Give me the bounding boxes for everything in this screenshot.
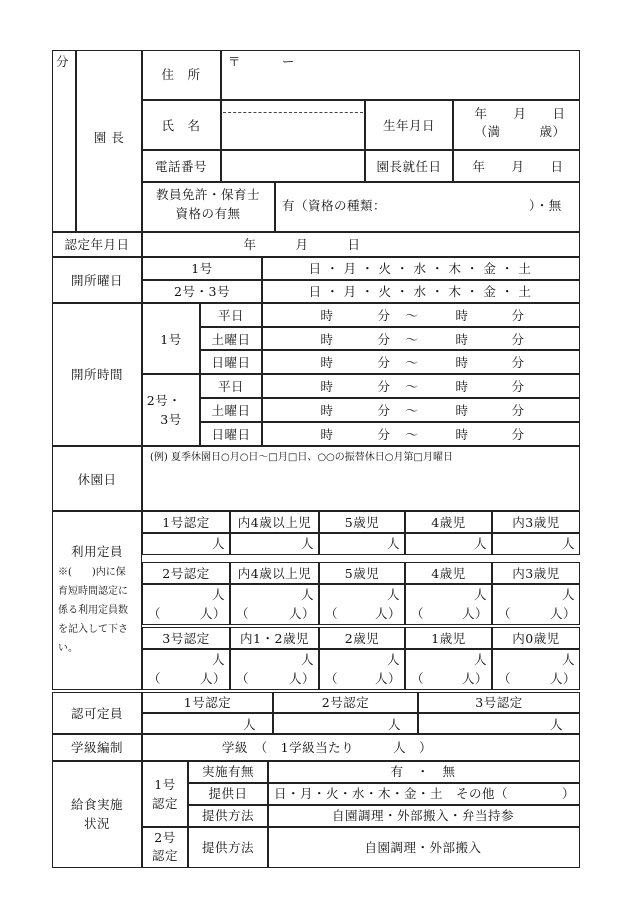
- riyo-header-label: 4歳児: [431, 566, 466, 581]
- time-range-tilde: ～: [405, 332, 419, 347]
- riyo-header-label: 2号認定: [162, 566, 210, 581]
- riyo-count-input[interactable]: [407, 585, 490, 624]
- person-unit: 人: [301, 587, 315, 602]
- bun-label: 分: [56, 54, 70, 69]
- seinen-value-1: 年 月 日: [474, 106, 566, 121]
- kaisho-jikan-g2a: 2号・: [146, 393, 182, 408]
- ninka-count-input[interactable]: [144, 714, 271, 733]
- kaisho-jikan-time-cell: [262, 327, 580, 350]
- time-range-tilde: ～: [405, 427, 419, 442]
- kaisho-jikan-time-cell: [262, 422, 580, 446]
- paren-open: （: [411, 606, 425, 621]
- hour-unit: 時: [320, 379, 334, 394]
- paren-close-unit: 人）: [289, 671, 316, 686]
- ninka-count-input[interactable]: [275, 714, 416, 733]
- gakkyu-label: 学級編制: [70, 740, 124, 755]
- kyushoku-g1-cell: [142, 761, 188, 827]
- kyushoku-teikyobi-label: 提供日: [208, 786, 248, 801]
- paren-open: （: [411, 671, 425, 686]
- seinen-value-2: （満 歳）: [474, 124, 566, 139]
- hour-unit: 時: [320, 308, 334, 323]
- kaisho-jikan-g1: 1号: [160, 332, 182, 347]
- minute-unit: 分: [511, 308, 525, 323]
- paren-open: （: [236, 606, 250, 621]
- riyo-note-line: ※( )内に保: [58, 567, 126, 578]
- paren-close-unit: 人）: [550, 606, 577, 621]
- riyo-header-label: 5歳児: [344, 566, 380, 581]
- kyushoku-hoho2-label: 提供方法: [201, 840, 255, 855]
- riyo-label-cell: [52, 511, 142, 690]
- kaisho-jikan-label: 開所時間: [70, 367, 124, 382]
- paren-open: （: [498, 606, 512, 621]
- person-unit: 人: [474, 652, 488, 667]
- kaisho-jikan-g2-cell: [142, 374, 200, 446]
- minute-unit: 分: [511, 332, 525, 347]
- hour-unit: 時: [455, 308, 469, 323]
- riyo-count-input[interactable]: [407, 534, 490, 554]
- address-input[interactable]: [222, 52, 578, 98]
- kyushoku-label-1: 給食実施: [70, 797, 124, 812]
- riyo-count-input[interactable]: [144, 585, 228, 624]
- menkyo-value: 有（資格の種類：: [282, 198, 387, 213]
- minute-unit: 分: [377, 379, 391, 394]
- minute-unit: 分: [377, 427, 391, 442]
- hour-unit: 時: [320, 332, 334, 347]
- paren-close-unit: 人）: [200, 671, 227, 686]
- person-unit: 人: [387, 652, 401, 667]
- paren-close-unit: 人）: [375, 606, 402, 621]
- menkyo-end: ）・無: [529, 198, 562, 213]
- shimei-label: 氏 名: [161, 118, 201, 133]
- person-unit: 人: [387, 536, 401, 551]
- person-unit: 人: [388, 717, 402, 732]
- paren-close-unit: 人）: [462, 606, 489, 621]
- hour-unit: 時: [455, 403, 469, 418]
- seinen-label: 生年月日: [382, 118, 436, 133]
- riyo-count-input[interactable]: [321, 650, 403, 689]
- postal-mark: 〒: [228, 54, 242, 69]
- shunin-value: 年 月 日: [472, 159, 564, 174]
- person-unit: 人: [562, 536, 576, 551]
- kaisho-jikan-day-label: 日曜日: [211, 355, 251, 370]
- menkyo-label-1: 教員免許・保育士: [155, 187, 261, 202]
- riyo-count-input[interactable]: [144, 650, 228, 689]
- minute-unit: 分: [511, 379, 525, 394]
- paren-close-unit: 人）: [462, 671, 489, 686]
- kyushoku-hoho2-value: 自園調理・外部搬入: [364, 840, 482, 855]
- person-unit: 人: [562, 587, 576, 602]
- dashed-divider: [223, 112, 363, 113]
- kaisho-jikan-time-cell: [262, 398, 580, 422]
- jusho-label: 住 所: [161, 67, 201, 82]
- hour-unit: 時: [320, 355, 334, 370]
- ninka-header-label: 3号認定: [475, 695, 523, 710]
- riyo-header-label: 内1・2歳児: [240, 631, 309, 646]
- hour-unit: 時: [455, 355, 469, 370]
- minute-unit: 分: [511, 403, 525, 418]
- riyo-count-input[interactable]: [321, 534, 403, 554]
- postal-dash: ー: [282, 54, 296, 69]
- kaisho-yobi-row2-days: 日 ・ 月 ・ 火 ・ 水 ・ 木 ・ 金 ・ 土: [308, 284, 532, 299]
- ninka-header-label: 2号認定: [321, 695, 370, 710]
- riyo-count-input[interactable]: [232, 534, 317, 554]
- kaisho-jikan-time-cell: [262, 374, 580, 398]
- minute-unit: 分: [511, 355, 525, 370]
- kyuen-example: (例) 夏季休園日○月○日～□月□日、○○の振替休日○月第□月曜日: [150, 452, 453, 463]
- menkyo-label-2: 資格の有無: [175, 206, 241, 221]
- person-unit: 人: [387, 587, 401, 602]
- kaisho-jikan-day-label: 平日: [217, 308, 245, 323]
- minute-unit: 分: [511, 427, 525, 442]
- shunin-label: 園長就任日: [376, 159, 442, 174]
- person-unit: 人: [474, 536, 488, 551]
- riyo-count-input[interactable]: [144, 534, 228, 554]
- time-range-tilde: ～: [405, 403, 419, 418]
- kyushoku-label-cell: [52, 761, 142, 868]
- kyushoku-g2-a: 2号: [154, 830, 176, 845]
- paren-close-unit: 人）: [200, 606, 227, 621]
- kaisho-jikan-day-label: 土曜日: [211, 332, 251, 347]
- riyo-header-label: 内4歳以上児: [237, 566, 312, 581]
- hour-unit: 時: [320, 427, 334, 442]
- kaisho-jikan-day-label: 平日: [217, 379, 245, 394]
- nintei-label: 認定年月日: [64, 237, 130, 252]
- riyo-note-line: 係る利用定員数: [58, 605, 128, 616]
- paren-close-unit: 人）: [289, 606, 316, 621]
- kyushoku-g1-b: 認定: [151, 796, 179, 811]
- bun-cell: [52, 50, 76, 232]
- riyo-count-input[interactable]: [494, 534, 578, 554]
- paren-open: （: [325, 671, 339, 686]
- ninka-header-label: 1号認定: [183, 695, 232, 710]
- ninka-count-input[interactable]: [420, 714, 578, 733]
- paren-close-unit: 人）: [375, 671, 402, 686]
- riyo-count-input[interactable]: [232, 585, 317, 624]
- phone-input[interactable]: [222, 151, 364, 181]
- kaisho-jikan-day-label: 日曜日: [211, 427, 251, 442]
- person-unit: 人: [243, 717, 257, 732]
- riyo-header-label: 内0歳児: [512, 631, 560, 646]
- person-unit: 人: [301, 652, 315, 667]
- riyo-label: 利用定員: [70, 544, 124, 559]
- ninka-label: 認可定員: [70, 706, 124, 721]
- person-unit: 人: [212, 587, 226, 602]
- riyo-header-label: 5歳児: [344, 515, 380, 530]
- riyo-count-input[interactable]: [494, 585, 578, 624]
- person-unit: 人: [474, 587, 488, 602]
- minute-unit: 分: [377, 332, 391, 347]
- kyushoku-jisshi-value: 有 ・ 無: [390, 764, 456, 779]
- hour-unit: 時: [455, 332, 469, 347]
- paren-open: （: [148, 671, 162, 686]
- kyushoku-g2-b: 認定: [151, 848, 179, 863]
- riyo-header-label: 4歳児: [431, 515, 466, 530]
- kaisho-yobi-label: 開所曜日: [70, 273, 124, 288]
- name-input[interactable]: [222, 114, 364, 149]
- riyo-count-input[interactable]: [494, 650, 578, 689]
- kaisho-yobi-row2-label: 2号・3号: [174, 284, 230, 299]
- riyo-note-line: い。: [58, 643, 78, 654]
- paren-open: （: [236, 671, 250, 686]
- kaisho-jikan-time-cell: [262, 350, 580, 374]
- kaisho-jikan-g2b: 3号: [160, 412, 182, 427]
- kyushoku-jisshi-label: 実施有無: [201, 764, 255, 779]
- riyo-header-label: 1歳児: [431, 631, 466, 646]
- kyushoku-hoho1-value: 自園調理・外部搬入・弁当持参: [331, 808, 515, 823]
- paren-open: （: [498, 671, 512, 686]
- kyushoku-hoho1-label: 提供方法: [201, 808, 255, 823]
- denwa-label: 電話番号: [154, 159, 208, 174]
- riyo-header-label: 1号認定: [162, 515, 210, 530]
- riyo-note-line: 育短時間認定に: [58, 586, 128, 597]
- person-unit: 人: [562, 652, 576, 667]
- riyo-note-line: を記入して下さ: [58, 624, 128, 635]
- nintei-value: 年 月 日: [243, 237, 361, 252]
- time-range-tilde: ～: [405, 355, 419, 370]
- riyo-header-label: 3号認定: [162, 631, 210, 646]
- riyo-header-label: 内3歳児: [512, 515, 560, 530]
- gakkyu-value: 学級 （ 1学級当たり 人 ）: [221, 740, 433, 755]
- kyushoku-label-2: 状況: [83, 816, 111, 831]
- hour-unit: 時: [455, 427, 469, 442]
- minute-unit: 分: [377, 403, 391, 418]
- hour-unit: 時: [320, 403, 334, 418]
- paren-open: （: [325, 606, 339, 621]
- paren-close-unit: 人）: [550, 671, 577, 686]
- kyuen-input[interactable]: [143, 465, 579, 510]
- kyuen-label: 休園日: [77, 472, 117, 487]
- kaisho-yobi-row1-days: 日 ・ 月 ・ 火 ・ 水 ・ 木 ・ 金 ・ 土: [308, 261, 532, 276]
- kaisho-jikan-time-cell: [262, 303, 580, 327]
- time-range-tilde: ～: [405, 379, 419, 394]
- riyo-header-label: 内4歳以上児: [237, 515, 312, 530]
- riyo-header-label: 2歳児: [344, 631, 380, 646]
- kaisho-jikan-day-label: 土曜日: [211, 403, 251, 418]
- person-unit: 人: [212, 652, 226, 667]
- time-range-tilde: ～: [405, 308, 419, 323]
- hour-unit: 時: [455, 379, 469, 394]
- kyushoku-teikyobi-end: ）: [562, 786, 576, 801]
- riyo-header-label: 内3歳児: [512, 566, 560, 581]
- riyo-count-input[interactable]: [321, 585, 403, 624]
- person-unit: 人: [550, 717, 564, 732]
- kyushoku-teikyobi-value: 日・月・火・水・木・金・土 その他（: [274, 786, 509, 801]
- riyo-count-input[interactable]: [407, 650, 490, 689]
- encho-label: 園 長: [93, 130, 125, 145]
- kaisho-yobi-row1-label: 1号: [191, 261, 213, 276]
- paren-open: （: [148, 606, 162, 621]
- minute-unit: 分: [377, 355, 391, 370]
- nintei-value-cell: [142, 232, 580, 257]
- person-unit: 人: [301, 536, 315, 551]
- person-unit: 人: [212, 536, 226, 551]
- riyo-count-input[interactable]: [232, 650, 317, 689]
- kyushoku-g1-a: 1号: [154, 777, 176, 792]
- minute-unit: 分: [377, 308, 391, 323]
